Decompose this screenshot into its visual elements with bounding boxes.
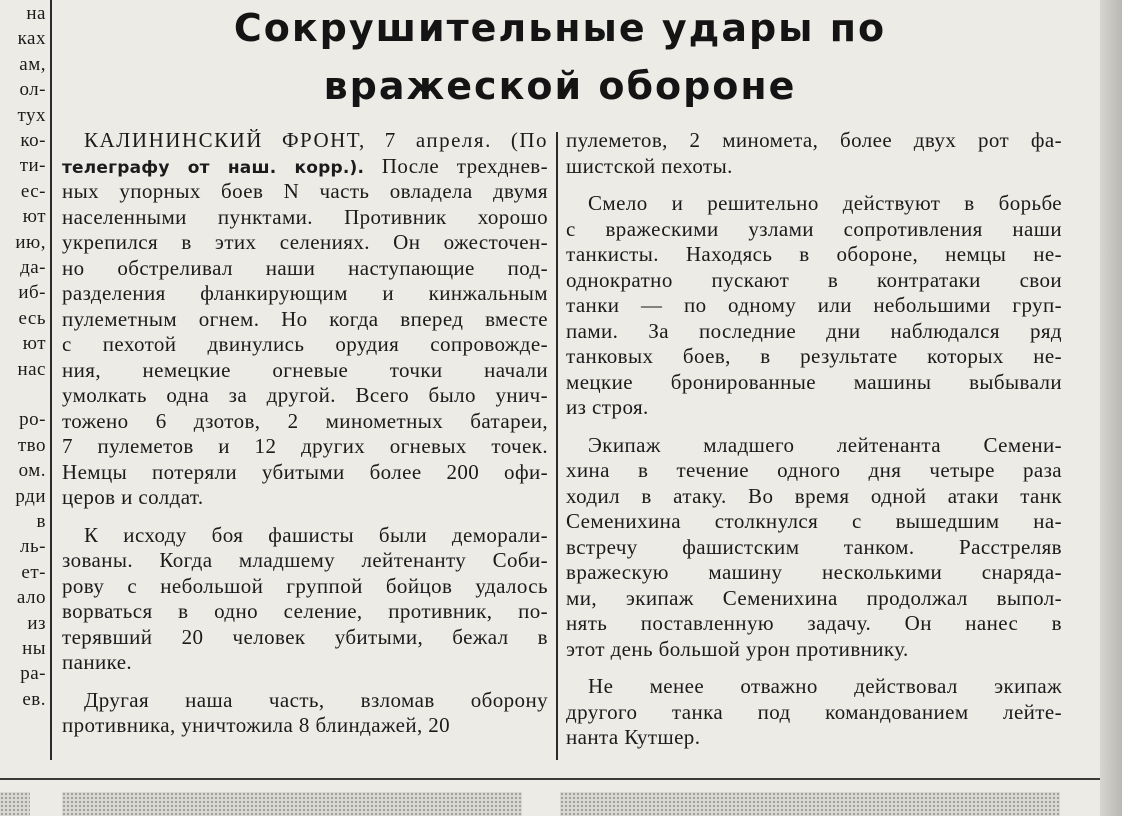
- text-line: танкисты. Находясь в обороне, немцы не-: [566, 242, 1062, 266]
- text-line: пулеметным огнем. Но когда вперед вместе: [62, 306, 548, 331]
- paragraph-6: [566, 433, 1062, 663]
- left-column-fragment: из: [27, 612, 46, 634]
- text-line: танки — по одному или небольшими груп-: [566, 293, 1062, 317]
- left-column-fragment: в: [36, 511, 46, 532]
- halftone-strip-middle: [62, 792, 522, 816]
- text-line: нанта Кутшер.: [566, 725, 701, 749]
- left-column-fragment: ет-: [21, 561, 46, 583]
- left-column-fragment: ию,: [15, 231, 46, 253]
- left-column-fragment: да-: [20, 257, 46, 278]
- text-line: пулеметов, 2 миномета, более двух рот фа-: [566, 128, 1062, 152]
- left-column-fragment: ти-: [19, 155, 46, 177]
- text-line: мецкие бронированные машины выбывали: [566, 369, 1062, 394]
- text-line: шистской пехоты.: [566, 153, 733, 178]
- text-line: ния, немецкие огневые точки начали: [62, 357, 548, 382]
- left-column-fragment: иб-: [18, 282, 46, 304]
- byline-continuation: После трехднев-: [364, 153, 548, 178]
- left-column-fragment: на: [26, 3, 46, 24]
- left-column-fragment: тво: [17, 434, 46, 456]
- left-column-fragment: ра-: [20, 663, 46, 685]
- text-line: терявший 20 человек убитыми, бежал в: [62, 624, 548, 649]
- text-line: вражескую машину несколькими снаряда-: [566, 560, 1062, 584]
- left-column-fragment: ках: [17, 28, 46, 50]
- paragraph-2: [62, 523, 548, 676]
- text-line: Смело и решительно действуют в борьбе: [588, 191, 1062, 215]
- left-column-fragment: ом.: [18, 460, 46, 482]
- left-column-fragment: ев.: [22, 688, 46, 710]
- paragraph-7: [566, 674, 1062, 751]
- left-column-fragment: ес-: [20, 180, 46, 202]
- byline: телеграфу от наш. корр.).: [62, 157, 365, 178]
- left-column-fragment: ам,: [19, 53, 46, 75]
- article-column-2: [566, 128, 1062, 763]
- left-column-fragment: тух: [17, 104, 46, 126]
- halftone-strip-left: [0, 792, 30, 816]
- text-line: другого танка под командованием лейте-: [566, 699, 1062, 724]
- left-column-fragment: ют: [22, 333, 46, 355]
- left-column-fragment: ль-: [20, 536, 46, 558]
- text-line: пами. За последние дни наблюдался ряд: [566, 318, 1062, 343]
- halftone-strip-right: [560, 792, 1060, 816]
- text-line: но обстреливал наши наступающие под-: [62, 255, 548, 280]
- text-line: Немцы потеряли убитыми более 200 офи-: [62, 459, 548, 484]
- left-column-fragment: ны: [22, 638, 46, 659]
- paragraph-5: [566, 191, 1062, 421]
- text-line: ных упорных боев N часть овладела двумя: [62, 179, 548, 203]
- text-line: противника, уничтожила 8 блиндажей, 20: [62, 713, 451, 737]
- cropped-left-column: [0, 0, 50, 760]
- paragraph-4: [566, 128, 1062, 179]
- text-line: укрепился в этих селениях. Он ожесточен-: [62, 230, 548, 254]
- text-line: умолкать одна за другой. Всего было унич-: [62, 383, 548, 407]
- text-line: танковых боев, в результате которых не-: [566, 344, 1062, 368]
- headline-line-1: Сокрушительные удары по: [233, 6, 887, 50]
- left-column-fragment: ют: [22, 206, 46, 228]
- text-line: хина в течение одного дня четыре раза: [566, 458, 1062, 482]
- dateline: [62, 128, 548, 154]
- bottom-rule: [0, 778, 1122, 780]
- text-line: населенными пунктами. Противник хорошо: [62, 204, 548, 229]
- left-column-fragment: ол-: [19, 79, 46, 101]
- text-line: нять поставленную задачу. Он нанес в: [566, 611, 1062, 635]
- paragraph-1: [62, 128, 548, 511]
- text-line: ми, экипаж Семенихина продолжал выпол-: [566, 585, 1062, 610]
- headline-line-2: вражеской обороне: [323, 64, 797, 108]
- left-column-fragment: рди: [15, 485, 46, 507]
- text-line: однократно пускают в контратаки свои: [566, 267, 1062, 292]
- left-column-fragment: есь: [18, 307, 46, 329]
- text-line: этот день большой урон противнику.: [566, 636, 909, 661]
- text-line: церов и солдат.: [62, 485, 204, 509]
- column-rule-left: [50, 0, 52, 760]
- text-line: Другая наша часть, взломав оборону: [84, 687, 548, 712]
- left-column-fragment: ко-: [20, 130, 46, 151]
- byline-line: [62, 154, 548, 180]
- text-line: зованы. Когда младшему лейтенанту Соби-: [62, 548, 548, 572]
- text-line: рову с небольшой группой бойцов удалось: [62, 573, 548, 598]
- text-line: из строя.: [566, 395, 649, 419]
- text-line: 7 пулеметов и 12 других огневых точек.: [62, 434, 548, 458]
- left-column-fragment: ро-: [19, 409, 46, 431]
- text-line: встречу фашистским танком. Расстреляв: [566, 534, 1062, 559]
- text-line: ворваться в одно селение, противник, по-: [62, 599, 548, 623]
- text-line: Семенихина столкнулся с вышедшим на-: [566, 509, 1062, 533]
- text-line: ходил в атаку. Во время одной атаки танк: [566, 483, 1062, 508]
- text-line: Не менее отважно действовал экипаж: [588, 674, 1062, 698]
- page-edge-shadow: [1100, 0, 1122, 816]
- text-line: разделения фланкирующим и кинжальным: [62, 281, 548, 305]
- left-column-fragment: нас: [17, 358, 46, 380]
- text-line: Экипаж младшего лейтенанта Семени-: [588, 432, 1062, 457]
- text-line: К исходу боя фашисты были деморали-: [84, 522, 548, 547]
- dateline-text: КАЛИНИНСКИЙ ФРОНТ, 7 апреля. (По: [84, 128, 548, 152]
- text-line: с вражескими узлами сопротивления наши: [566, 216, 1062, 241]
- text-line: панике.: [62, 650, 133, 674]
- text-line: с пехотой двинулись орудия сопровожде-: [62, 332, 548, 356]
- article-column-1: [62, 128, 548, 751]
- column-rule-middle: [556, 132, 558, 760]
- left-column-fragment: ало: [16, 587, 46, 609]
- paragraph-3: [62, 688, 548, 739]
- text-line: тожено 6 дзотов, 2 минометных батареи,: [62, 408, 548, 433]
